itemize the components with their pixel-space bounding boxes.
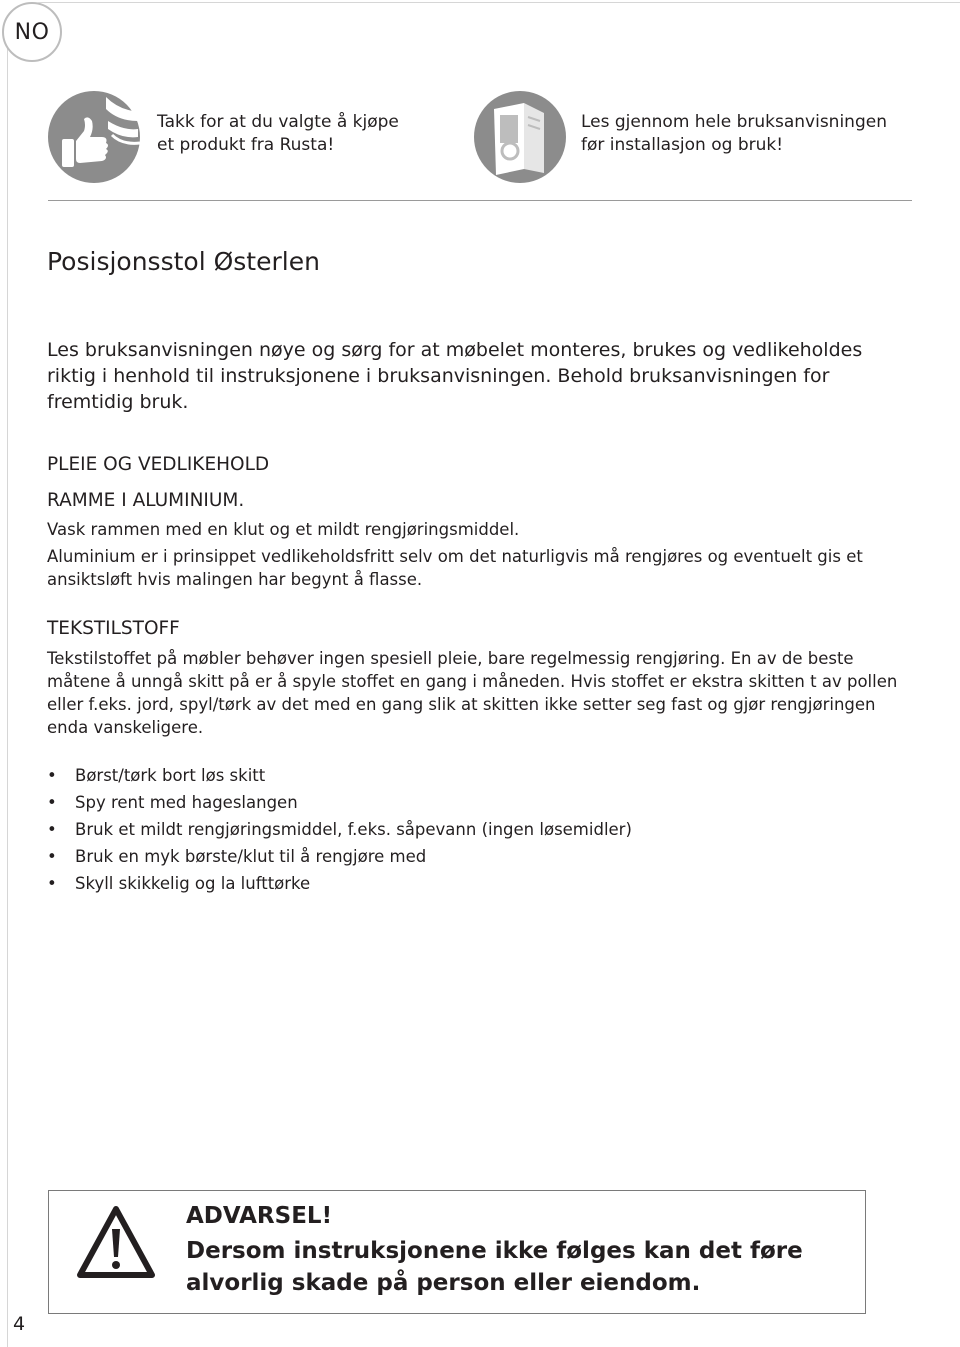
list-item: • Bruk en myk børste/klut til å rengjøre med xyxy=(47,847,427,866)
care-heading: PLEIE OG VEDLIKEHOLD xyxy=(47,454,270,475)
aluminium-line-2: Aluminium er i prinsippet vedlikeholdsfritt selv om det naturligvis må rengjøres og eventuelt gis et ansiktsløft hvis malingen har begynt å flasse. xyxy=(47,547,863,589)
manual-book-icon xyxy=(474,91,566,183)
aluminium-heading: RAMME I ALUMINIUM. xyxy=(47,490,245,511)
intro-text-thanks: Takk for at du valgte å kjøpe et produkt fra Rusta! xyxy=(157,112,399,155)
language-badge: NO xyxy=(2,2,62,62)
textile-heading: TEKSTILSTOFF xyxy=(47,618,180,639)
list-item: • Børst/tørk bort løs skitt xyxy=(47,766,266,785)
warning-text: Dersom instruksjonene ikke følges kan det føre alvorlig skade på person eller eiendom. xyxy=(186,1238,803,1296)
textile-paragraph: Tekstilstoffet på møbler behøver ingen spesiell pleie, bare regelmessig rengjøring. En av de beste måtene å unngå skitt på er å spyle stoffet en gang i måneden. Hvis stoffet er ekstra skitten t av pollen eller f.eks. jord, spyl/tørk av det med en gang slik at skitten ikke setter seg fast og gjør rengjøringen enda vanskeligere. xyxy=(47,649,898,737)
warning-title: ADVARSEL! xyxy=(186,1203,333,1229)
warning-triangle-icon xyxy=(76,1205,156,1279)
list-item: • Skyll skikkelig og la lufttørke xyxy=(47,874,311,893)
list-item: • Spy rent med hageslangen xyxy=(47,793,298,812)
care-bullet-list xyxy=(47,764,632,899)
thumbs-up-icon xyxy=(48,91,140,183)
divider xyxy=(48,200,912,201)
intro-paragraph: Les bruksanvisningen nøye og sørg for at møbelet monteres, brukes og vedlikeholdes riktig i henhold til instruksjonene i bruksanvisningen. Behold bruksanvisningen for fremtidig bruk. xyxy=(47,339,863,413)
page-title: Posisjonsstol Østerlen xyxy=(47,247,320,276)
aluminium-line-1: Vask rammen med en klut og et mildt rengjøringsmiddel. xyxy=(47,520,520,539)
page-number: 4 xyxy=(13,1313,26,1335)
intro-text-read-manual: Les gjennom hele bruksanvisningen før installasjon og bruk! xyxy=(581,112,887,155)
list-item: • Bruk et mildt rengjøringsmiddel, f.eks. såpevann (ingen løsemidler) xyxy=(47,820,632,839)
